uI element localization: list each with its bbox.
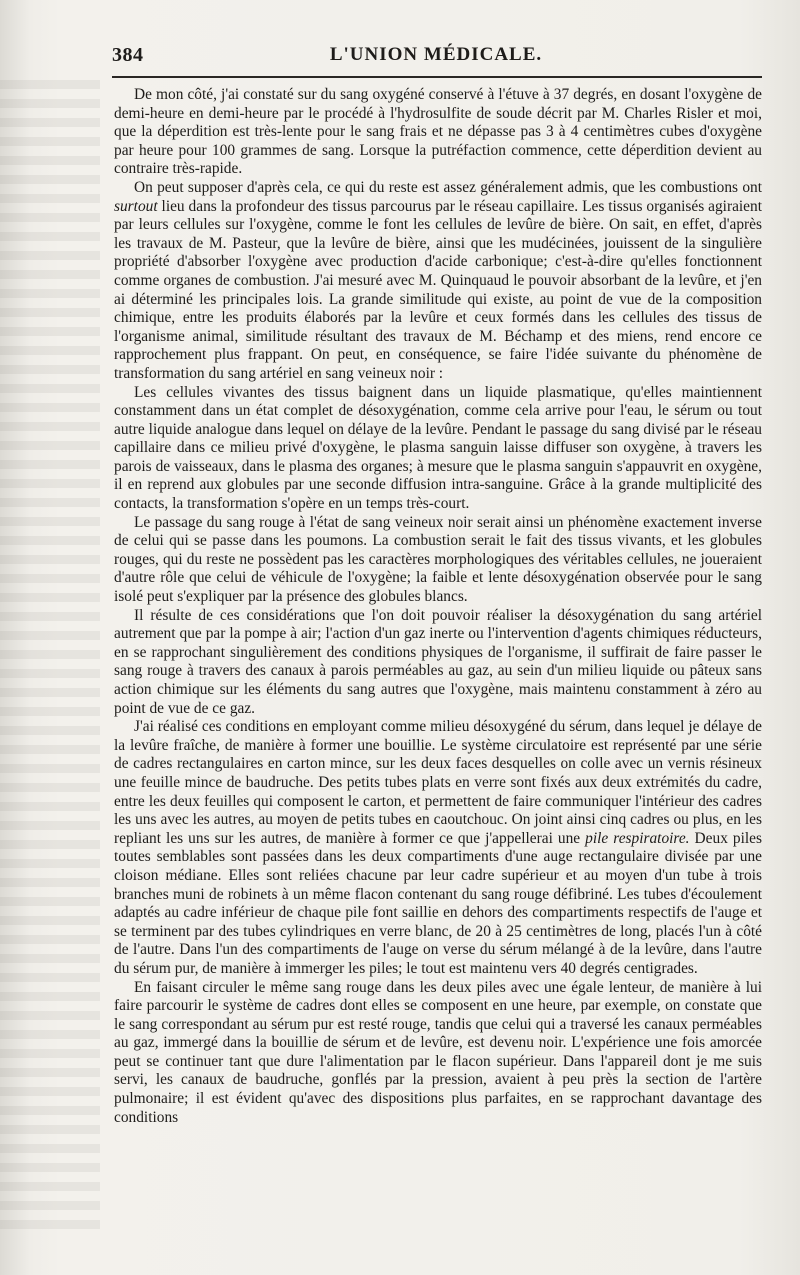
emphasis: pile respiratoire. <box>585 829 690 847</box>
paragraph: En faisant circuler le même sang rouge dans les deux piles avec une égale lenteur, de manière à lui faire parcourir le système de cadres dont elles se composent en une heure, par exemple, on constate que le sang correspondant au sérum pur est resté rouge, tandis que celui qui a traversé les canaux perméables au gaz, immergé dans la bouillie de sérum et de levûre, est devenu noir. L'expérience une fois amorcée peut se continuer tant que dure l'alimentation par le flacon supérieur. Dans l'appareil dont je me suis servi, les canaux de baudruche, gonflés par la pression, avaient à peu près la section de l'artère pulmonaire; il est évident qu'avec des dispositions plus parfaites, en se rapprochant davantage des conditions <box>114 978 762 1126</box>
emphasis: surtout <box>114 197 158 215</box>
page-number: 384 <box>112 44 144 66</box>
paragraph: Il résulte de ces considérations que l'on doit pouvoir réaliser la désoxygénation du sang artériel autrement que par la pompe à air; l'action d'un gaz inerte ou l'intervention d'agents chimiques réducteurs, en se rapprochant singulièrement des conditions physiques de l'organisme, il suffirait de faire passer le sang rouge à travers des canaux à parois perméables au gaz, au sein d'un milieu liquide ou pâteux sans action chimique sur les éléments du sang autres que l'oxygène, mais maintenu constamment à zéro au point de vue de ce gaz. <box>114 606 762 717</box>
page-header <box>112 44 760 74</box>
paragraph: On peut supposer d'après cela, ce qui du reste est assez généralement admis, que les combustions ont surtout lieu dans la profondeur des tissus parcourus par le réseau capillaire. Les tissus organisés agiraient par leurs cellules sur l'oxygène, comme le font les cellules de levûre de bière. On sait, en effet, d'après les travaux de M. Pasteur, que la levûre de bière, ainsi que les mudécinées, jouissent de la singulière propriété d'absorber l'oxygène avec production d'acide carbonique; c'est-à-dire qu'elles fonctionnent comme organes de combustion. J'ai mesuré avec M. Quinquaud le pouvoir absorbant de la levûre, et j'en ai déterminé les principales lois. La grande similitude qui existe, au point de vue de la composition chimique, entre les produits élaborés par la levûre et ceux formés dans les cellules des tissus de l'organisme animal, similitude résultant des travaux de M. Béchamp et des miens, rend encore ce rapprochement plus frappant. On peut, en conséquence, se faire l'idée suivante du phénomène de transformation du sang artériel en sang veineux noir : <box>114 178 762 382</box>
header-rule <box>112 76 762 78</box>
paragraph: J'ai réalisé ces conditions en employant comme milieu désoxygéné du sérum, dans lequel je délaye de la levûre fraîche, de manière à former une bouillie. Le système circulatoire est représenté par une série de cadres rectangulaires en carton mince, sur les deux faces desquelles on colle avec un vernis résineux une feuille mince de baudruche. Des petits tubes plats en verre sont fixés aux deux extrémités du cadre, entre les deux feuilles qui composent le carton, et permettent de faire communiquer l'intérieur des cadres les uns avec les autres, au moyen de petits tubes en caoutchouc. On joint ainsi cinq cadres ou plus, en les repliant les uns sur les autres, de manière à former ce que j'appellerai une pile respiratoire. Deux piles toutes semblables sont passées dans les deux compartiments d'une auge rectangulaire divisée par une cloison médiane. Elles sont reliées chacune par leur cadre supérieur et au moyen d'un tube à trois branches muni de robinets à un même flacon contenant du sang rouge défibriné. Les tubes d'écoulement adaptés au cadre inférieur de chaque pile font saillie en dehors des compartiments respectifs de l'auge et se terminent par des tubes cylindriques en verre blanc, de 20 à 25 centimètres de long, placés l'un à côté de l'autre. Dans l'un des compartiments de l'auge on verse du sérum mélangé à de la levûre, dans l'autre du sérum pur, de manière à immerger les piles; le tout est maintenu vers 40 degrés centigrades. <box>114 718 762 977</box>
running-title: L'UNION MÉDICALE. <box>329 44 543 65</box>
article-body <box>114 86 762 1127</box>
paragraph: Le passage du sang rouge à l'état de sang veineux noir serait ainsi un phénomène exactement inverse de celui qui se passe dans les poumons. La combustion serait le fait des tissus vivants, et les globules rouges, qui du reste ne possèdent pas les caractères morphologiques des véritables cellules, ne joueraient d'autre rôle que celui de véhicule de l'oxygène; la faible et lente désoxygénation observée pour le sang isolé peut s'expliquer par la présence des globules blancs. <box>114 513 762 606</box>
paragraph: Les cellules vivantes des tissus baignent dans un liquide plasmatique, qu'elles maintiennent constamment dans un état complet de désoxygénation, comme cela arrive pour l'eau, le sérum ou tout autre liquide analogue dans lequel on délaye de la levûre. Pendant le passage du sang divisé par le réseau capillaire dans ce milieu privé d'oxygène, le plasma sanguin laisse diffuser son oxygène, à travers les parois de vaisseaux, dans le plasma des organes; à mesure que le plasma sanguin s'appauvrit en oxygène, il en reprend aux globules par une seconde diffusion intra-sanguine. Grâce à la grande multiplicité des contacts, la transformation s'opère en un temps très-court. <box>114 383 762 513</box>
paragraph: De mon côté, j'ai constaté sur du sang oxygéné conservé à l'étuve à 37 degrés, en dosant l'oxygène de demi-heure en demi-heure par le procédé à l'hydrosulfite de soude décrit par M. Charles Risler et moi, que la déperdition est très-lente pour le sang frais et ne dépasse pas 3 à 4 centimètres cubes d'oxygène par heure pour 100 grammes de sang. Lorsque la putréfaction commence, cette déperdition devient au contraire très-rapide. <box>114 86 762 178</box>
margin-bleed-through <box>0 80 100 1230</box>
